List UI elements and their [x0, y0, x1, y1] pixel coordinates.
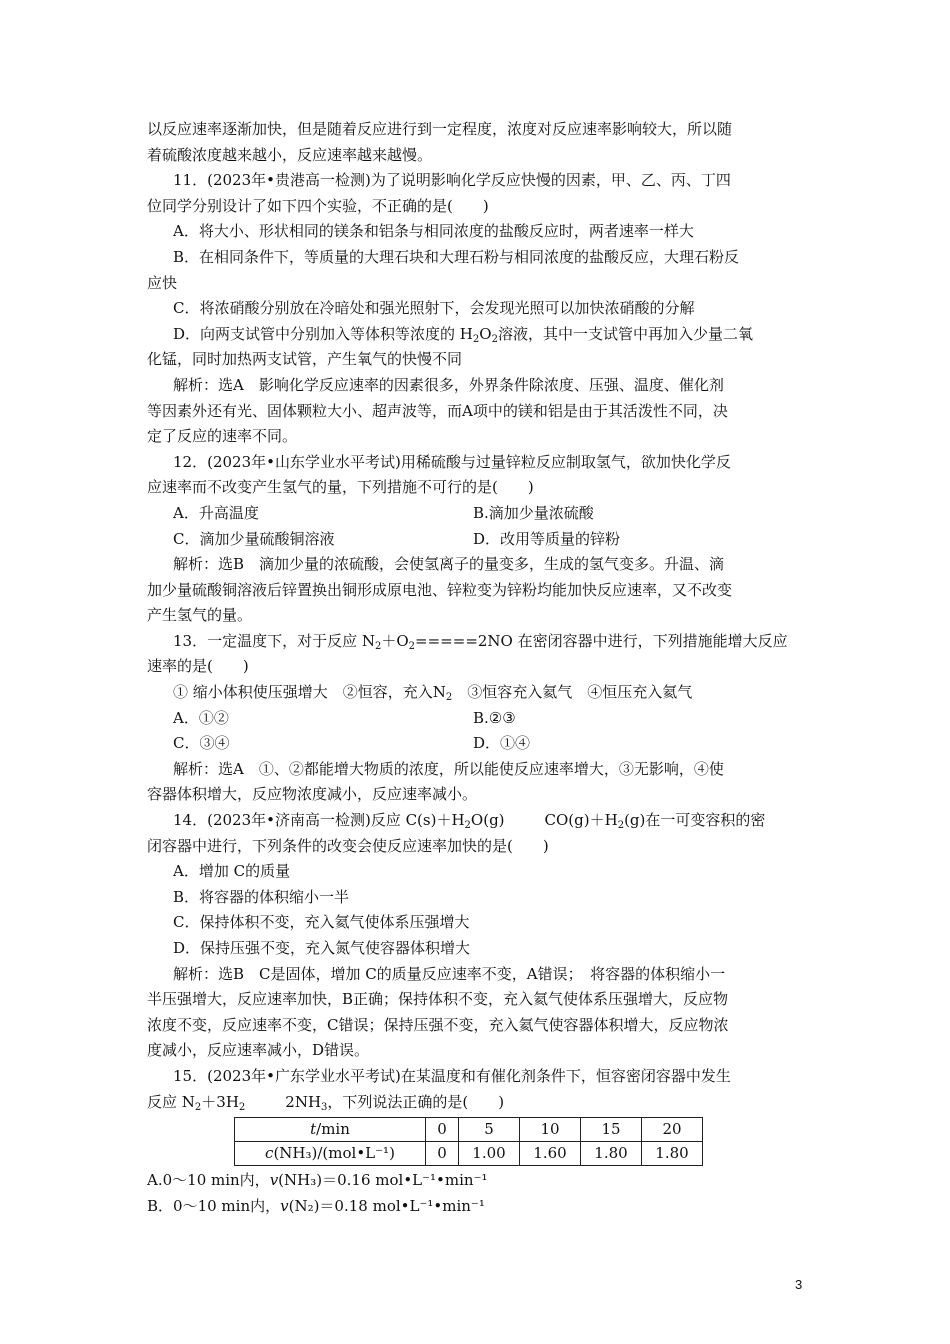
table-cell: 1.80 [581, 1142, 642, 1166]
table-cell: 1.00 [459, 1142, 520, 1166]
text-span: 溶液，其中一支试管中再加入少量二氧 [497, 324, 753, 343]
text-span: O(g) [470, 811, 505, 830]
q11-option-d-cont: 化锰，同时加热两支试管，产生氧气的快慢不同 [147, 350, 463, 369]
table-cell: 1.60 [520, 1142, 581, 1166]
table-cell: 1.80 [642, 1142, 703, 1166]
subscript: 2 [374, 640, 382, 652]
question-15-stem: 15．(2023年•广东学业水平考试)在某温度和有催化剂条件下，恒容密闭容器中发生 [173, 1066, 731, 1085]
table-cell: 20 [642, 1118, 703, 1142]
q12-answer-cont: 加少量硫酸铜溶液后锌置换出铜形成原电池、锌粒变为锌粉均能加快反应速率，又不改变 [147, 580, 733, 599]
question-11-stem: 11．(2023年•贵港高一检测)为了说明影响化学反应快慢的因素，甲、乙、丙、丁四 [173, 171, 731, 190]
text-span: B．0～10 min内， [147, 1196, 281, 1215]
paragraph-line: 以反应速率逐渐加快，但是随着反应进行到一定程度，浓度对反应速率影响较大，所以随 [147, 120, 733, 138]
text-span: /min [316, 1120, 350, 1139]
q14-option-d: D．保持压强不变，充入氮气使容器体积增大 [173, 939, 471, 957]
q15-option-a [147, 1168, 807, 1194]
q11-answer-cont: 定了反应的速率不同。 [147, 427, 298, 446]
subscript: 3 [321, 1101, 328, 1113]
table-header-concentration [235, 1142, 426, 1166]
text-span: ③恒容充入氦气 ④恒压充入氦气 [452, 683, 693, 702]
text-span: ＋O [381, 631, 409, 650]
q11-option-b-cont: 应快 [147, 273, 178, 292]
text-span: (N₂)＝0.18 mol•L⁻¹•min⁻¹ [288, 1196, 485, 1215]
page-number: 3 [795, 1277, 803, 1292]
q14-option-a: A．增加 C的质量 [173, 862, 291, 881]
question-12-stem: 12．(2023年•山东学业水平考试)用稀硫酸与过量锌粒反应制取氢气，欲加快化学反 [173, 452, 731, 471]
text-span: CO(g)＋H [544, 811, 618, 830]
text-span: 反应 N [147, 1092, 195, 1111]
question-13-stem [147, 629, 807, 655]
text-span: v [269, 1171, 279, 1190]
table-cell: 15 [581, 1118, 642, 1142]
table-cell: 10 [520, 1118, 581, 1142]
text-span: A.0～10 min内， [147, 1171, 270, 1190]
q14-option-b: B．将容器的体积缩小一半 [173, 887, 350, 906]
question-12-stem-cont: 应速率而不改变产生氢气的量，下列措施不可行的是( ) [147, 478, 534, 497]
question-15-stem-cont [147, 1090, 807, 1116]
text-span: v [280, 1196, 289, 1215]
q12-option-a: A．升高温度 [173, 503, 259, 522]
text-span: O [479, 324, 492, 343]
question-11-stem-cont: 位同学分别设计了如下四个实验，不正确的是( ) [147, 196, 489, 215]
q13-answer: 解析：选A ①、②都能增大物质的浓度，所以能使反应速率增大，③无影响，④使 [173, 759, 724, 778]
subscript: 2 [408, 640, 416, 652]
table-row [235, 1118, 703, 1142]
question-14-stem [147, 808, 807, 834]
q11-option-b: B．在相同条件下，等质量的大理石块和大理石粉与相同浓度的盐酸反应，大理石粉反 [173, 247, 740, 266]
q13-answer-cont: 容器体积增大，反应物浓度减小，反应速率减小。 [147, 785, 478, 804]
table-cell: 0 [426, 1142, 459, 1166]
q12-options-row-1 [147, 501, 807, 527]
subscript: 2 [445, 692, 453, 704]
q15-option-b [147, 1194, 807, 1220]
text-span: 2NH [285, 1092, 322, 1111]
text-span: =====2NO 在密闭容器中进行，下列措施能增大反应 [415, 631, 788, 650]
q11-option-d [147, 322, 807, 348]
q11-option-a: A．将大小、形状相同的镁条和铝条与相同浓度的盐酸反应时，两者速率一样大 [173, 222, 694, 241]
text-span: t [310, 1120, 317, 1139]
subscript: 2 [617, 820, 625, 832]
q11-option-c: C．将浓硝酸分别放在冷暗处和强光照射下，会发现光照可以加快浓硝酸的分解 [173, 299, 695, 318]
subscript: 2 [472, 333, 480, 345]
q15-data-table [234, 1117, 703, 1166]
text-span: ，下列说法正确的是( ) [327, 1092, 505, 1111]
q14-option-c: C．保持体积不变，充入氦气使体系压强增大 [173, 913, 470, 932]
q12-option-c: C．滴加少量硫酸铜溶液 [173, 529, 335, 548]
table-cell: 0 [426, 1118, 459, 1142]
q11-answer-cont: 等因素外还有光、固体颗粒大小、超声波等，而A项中的镁和铝是由于其活泼性不同，决 [147, 401, 728, 420]
text-span: (NH₃)/(mol•L⁻¹) [273, 1144, 395, 1163]
subscript: 2 [491, 333, 498, 345]
q12-options-row-2 [147, 527, 807, 553]
question-14-stem-cont: 闭容器中进行，下列条件的改变会使反应速率加快的是( ) [147, 836, 549, 855]
table-row [235, 1142, 703, 1166]
q13-option-d: D．①④ [473, 734, 531, 753]
q14-answer-cont: 浓度不变，反应速率不变，C错误；保持压强不变，充入氦气使容器体积增大，反应物浓 [147, 1015, 729, 1034]
subscript: 2 [464, 820, 471, 832]
text-span: (g)在一可变容积的密 [624, 811, 766, 830]
text-span: 14．(2023年•济南高一检测)反应 C(s)＋H [173, 811, 465, 830]
q13-option-c: C．③④ [173, 734, 230, 753]
paragraph-line: 着硫酸浓度越来越小，反应速率越来越慢。 [147, 145, 433, 164]
text-span: (NH₃)＝0.16 mol•L⁻¹•min⁻¹ [278, 1171, 488, 1190]
text-span: ＋3H [201, 1092, 239, 1111]
text-span: D．向两支试管中分别加入等体积等浓度的 H [173, 324, 473, 343]
q14-answer-cont: 半压强增大，反应速率加快，B正确；保持体积不变，充入氦气使体系压强增大，反应物 [147, 990, 729, 1009]
q11-answer: 解析：选A 影响化学反应速率的因素很多，外界条件除浓度、压强、温度、催化剂 [173, 375, 724, 394]
q12-option-b: B.滴加少量浓硫酸 [473, 503, 594, 522]
q12-option-d: D．改用等质量的锌粉 [473, 529, 621, 548]
subscript: 2 [194, 1101, 202, 1113]
q13-options-row-2 [147, 731, 807, 757]
q14-answer-cont: 度减小，反应速率减小，D错误。 [147, 1041, 370, 1060]
q13-option-a: A．①② [173, 708, 229, 727]
subscript: 2 [238, 1101, 246, 1113]
question-13-stem-cont: 速率的是( ) [147, 657, 249, 676]
table-header-time [235, 1118, 426, 1142]
text-span: 13．一定温度下，对于反应 N [173, 631, 375, 650]
q13-options-row-1 [147, 706, 807, 732]
q12-answer-cont: 产生氢气的量。 [147, 606, 253, 625]
q12-answer: 解析：选B 滴加少量的浓硫酸，会使氢离子的量变多，生成的氢气变多。升温、滴 [173, 555, 725, 574]
q14-answer: 解析：选B C是固体，增加 C的质量反应速率不变，A错误； 将容器的体积缩小一 [173, 964, 726, 983]
table-cell: 5 [459, 1118, 520, 1142]
text-span: c [265, 1144, 274, 1163]
page-content [147, 117, 807, 1219]
q13-items [147, 680, 807, 706]
text-span: ① 缩小体积使压强增大 ②恒容，充入N [173, 683, 446, 702]
q13-option-b: B.②③ [473, 708, 516, 727]
